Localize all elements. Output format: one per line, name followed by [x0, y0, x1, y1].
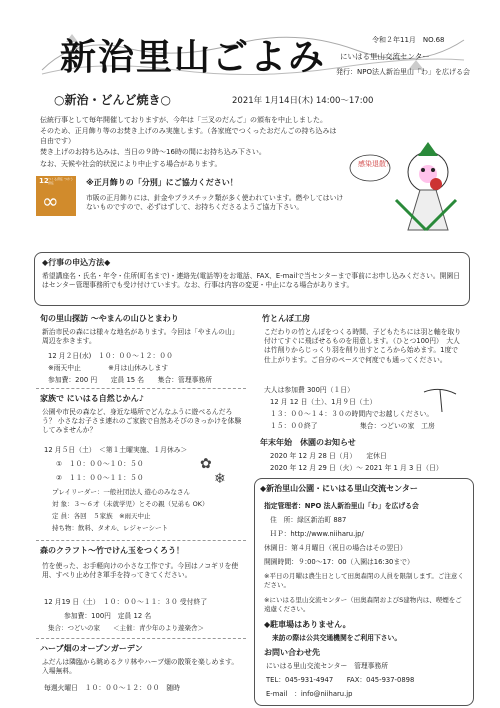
section-meta: 持ち物：飲料、タオル、レジャーシート: [52, 524, 169, 532]
cooperate-body: 市販の正月飾りには、針金やプラスチック類が多く使われています。燃やしてはいけないものですので、必ずはずして、お持ちくださるようご協力下さい。: [86, 194, 344, 212]
contact-tel: TEL：045-931-4947 FAX：045-937-0898: [266, 676, 415, 684]
section-body: ふだんは隣臨から眺めるクリ林やハーブ畑の散策を楽しめます。 入場無料。: [42, 658, 242, 676]
lead-line: そのため、正月飾り等のお焚き上げのみ実施します。（各家庭でつくったおだんごの持ち込みは自由です）: [40, 127, 337, 145]
center-name: にいはる里山交流センター: [340, 52, 430, 61]
section-meta: １５：００終了: [270, 422, 318, 430]
event-lead: [40, 116, 340, 171]
section-meta: 定 員：各回 ５家族 ※雨天中止: [52, 512, 151, 520]
center-hp[interactable]: ＨＰ：http://www.niiharu.jp/: [270, 530, 364, 538]
sdg-12-badge: [36, 176, 76, 216]
section-title: 旬の里山探訪 ～やまんの山ひとまわり: [40, 314, 179, 323]
section-meta: 毎週火曜日 １０：００～１２：００ 随時: [44, 684, 180, 692]
cooperate-title: ※正月飾りの「分別」にご協力ください！: [86, 178, 238, 187]
section-title: 家族で にいはる自然じかん♪: [40, 394, 144, 403]
section-meta: プレイリーダー：一般社団法人 遊心のみなさん: [52, 488, 190, 496]
closure-title: 年末年始 休園のお知らせ: [260, 438, 356, 447]
center-info-box: [254, 478, 474, 706]
parking-note: ◆駐車場はありません。: [264, 620, 351, 629]
section-body: こだわりの竹とんぼをつくる時間、子どもたちには羽と軸を取り付けてすぐに飛ばせるものを用意します。（ひとつ100円） 大人は竹削りからじっくり羽を削り出すところから始めます。1度で仕上がります。ご自分のペースで何度でも通ってください。: [264, 328, 462, 364]
section-date: 12 月２日(水) １０：００～１２：００: [48, 352, 173, 360]
section-date: 12 月５日（土） ＜第１土曜実施、１月休み＞: [44, 446, 188, 454]
notice-title: ◆行事の申込方法◆: [42, 258, 111, 267]
section-meta: 集合：つどいの家 工房: [360, 422, 435, 430]
event-title: ○新治・どんど焼き○: [54, 93, 171, 107]
section-time: １３：００～１４：３０の時間内でお越しください。: [270, 410, 434, 418]
contact-email[interactable]: E-mail ：info@niiharu.jp: [266, 690, 353, 698]
divider: [36, 388, 246, 389]
section-meta: ※雨天中止 ※月は山休みします: [48, 364, 169, 372]
section-meta: 大人は参加費 300円（１日）: [264, 386, 354, 394]
section-meta: 集合：つどいの家 ＜主催：青少年のより遊楽舎＞: [48, 624, 204, 632]
daruma-mascot-icon: [336, 130, 476, 240]
notice-body: 希望講座名・氏名・年令・住所(町名まで)・連絡先(電話等)をお電話、FAX、E-mailで当センターまで事前にお申し込みください。開園日はセンター管理事務所でも受け付けています。なお、行事は内容の変更・中止になる場合があります。: [42, 272, 461, 290]
contact-title: お問い合わせ先: [264, 648, 320, 657]
lead-line: なお、天候や社会的状況により中止する場合があります。: [40, 159, 222, 168]
snowflake-icon: ❄: [214, 471, 226, 487]
lead-line: 伝統行事として毎年開催しておりますが、今年は「三叉のだんご」の頒布を中止しました。: [40, 116, 327, 124]
sdg-number: 12: [39, 177, 49, 185]
issue-number: 令和２年11月 NO.68: [372, 36, 445, 44]
section-body: 竹を使った、お手軽向けの小さな工作です。今回はノコギリを使用、すべり止め付き軍手を持ってきてください。: [42, 562, 239, 580]
publisher: 発行：NPO法人新治里山「わ」を広げる会: [336, 68, 470, 76]
center-note: ※平日の月曜は農生日として田奥森閉の人員を限制します。ご注意ください。: [264, 572, 464, 589]
center-closed: 休園日：第４月曜日（祝日の場合はその翌日）: [264, 544, 407, 552]
center-box-title: ◆新治里山公園・にいはる里山交流センター: [260, 484, 418, 493]
bamboo-dragonfly-icon: [420, 384, 460, 414]
section-time: ② １１：００～１１：５０: [56, 474, 144, 482]
section-date: 12 月 12 日（土）、1月９日（土）: [270, 398, 377, 406]
page-title: 新治里山ごよみ: [60, 36, 327, 78]
divider: [36, 638, 246, 639]
closure-line: 2020 年 12 月 28 日（月） 定休日: [270, 452, 387, 460]
section-meta: 対 象：３～６才（未就学児）とその親（兄弟も OK）: [52, 500, 209, 508]
section-title: 森のクラフト～竹でけん玉をつくろう！: [40, 546, 184, 555]
section-body: 公園や市民の森など、身近な場所でどんなふうに遊べるんだろう？ 小さなお子さま連れのご家族で自然あそびのきっかけを体験してみませんか？: [42, 408, 242, 435]
section-title: 竹とんぼ工房: [262, 314, 310, 323]
closure-line: 2020 年 12 月 29 日（火）～ 2021 年 1 月 3 日（日）: [270, 464, 443, 472]
contact-org: にいはる里山交流センター 管理事務所: [266, 662, 389, 670]
flower-icon: ✿: [200, 456, 212, 472]
section-time: ① １０：００～１０：５０: [56, 460, 144, 468]
transit-note: 来訪の際は公共交通機関をご利用下さい。: [272, 634, 402, 642]
mascot-bubble: 感染退散！: [358, 160, 393, 168]
center-manager: 指定管理者：NPO 法人新治里山「わ」を広げる会: [264, 502, 419, 510]
section-meta: 参加費：200 円 定員 15 名 集合：管理事務所: [48, 376, 213, 384]
center-address: 住 所：緑区新治町 887: [270, 516, 347, 524]
lead-line: 焚き上げのお持ち込みは、当日の９時～16時の間にお持ち込み下さい。: [40, 148, 266, 157]
center-note: ※にいはる里山交流センター（田奥森閉およびS建物内は、喫煙をご遠慮ください。: [264, 596, 462, 613]
sdg-text: つくる責任 つかう責任: [48, 177, 73, 185]
sdg-infinity-icon: ∞: [42, 189, 59, 213]
section-date: 12 月19 日（土） １０：００～１１：３０ 受付終了: [44, 598, 208, 606]
event-date: 2021年 1月14日(木) 14:00～17:00: [232, 96, 374, 106]
section-title: ハーブ畑のオープンガーデン: [40, 644, 143, 653]
center-hours: 開園時間：９:00～17：00（入園は16:30まで）: [264, 558, 414, 566]
section-body: 新治市民の森には様々な地名があります。今回は「やまんの山」周辺を歩きます。: [42, 328, 239, 346]
divider: [36, 540, 246, 541]
section-meta: 参加費：100円 定員 12 名: [64, 612, 152, 620]
